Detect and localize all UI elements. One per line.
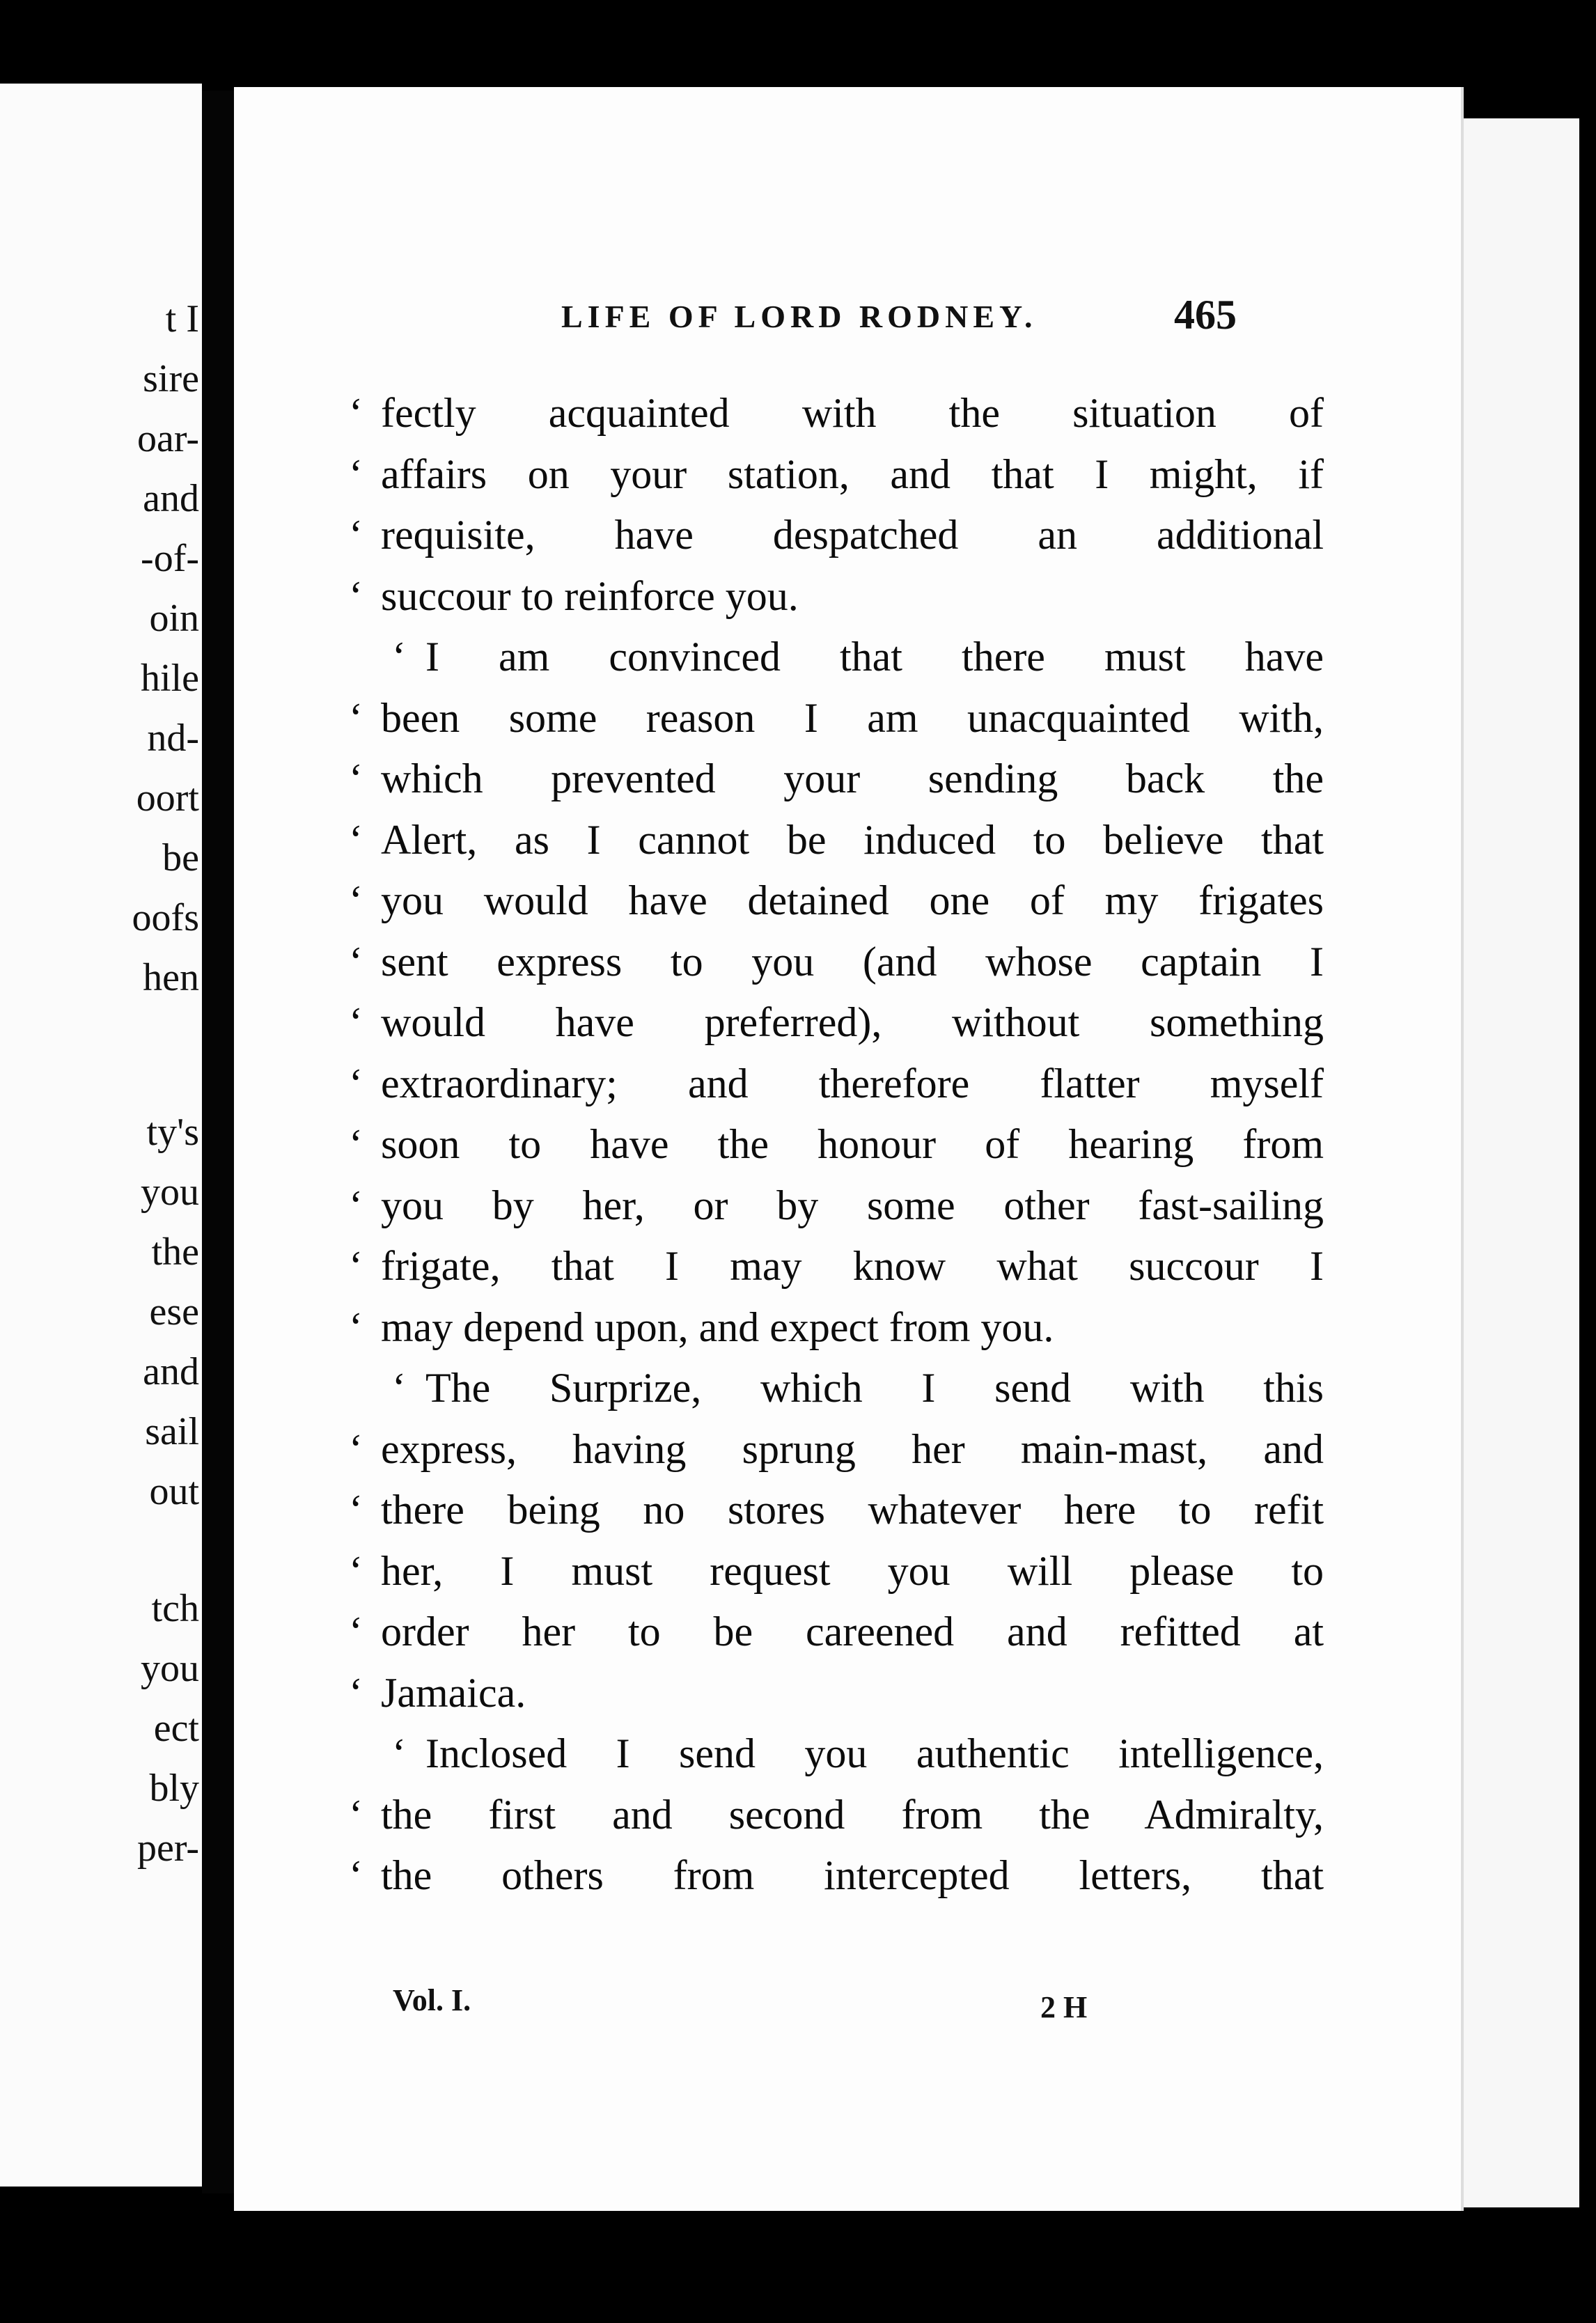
- text-line: [349, 1175, 1324, 1237]
- quote-mark: ‘: [349, 1791, 363, 1838]
- line-text: would have preferred), without something: [381, 999, 1324, 1045]
- quote-mark: ‘: [349, 938, 363, 985]
- facing-page-fragment: be: [162, 836, 199, 879]
- line-text: I am convinced that there must have: [425, 634, 1324, 680]
- text-line: [349, 932, 1324, 993]
- page-header: [234, 292, 1461, 354]
- line-text: fectly acquainted with the situation of: [381, 390, 1324, 436]
- page-number: 465: [1174, 292, 1237, 338]
- book-spine-shadow: [202, 91, 234, 2193]
- quote-mark: ‘: [349, 1852, 363, 1898]
- quote-mark: ‘: [392, 1730, 406, 1776]
- line-text: express, having sprung her main-mast, and: [381, 1425, 1324, 1472]
- line-text: succour to reinforce you.: [381, 572, 799, 619]
- line-text: you would have detained one of my frigates: [381, 877, 1324, 923]
- quote-mark: ‘: [349, 390, 363, 436]
- text-line: [349, 1236, 1324, 1297]
- facing-page-fragment: ty's: [146, 1111, 199, 1154]
- text-line: [349, 383, 1324, 444]
- facing-page-fragment: out: [149, 1470, 199, 1513]
- line-text: the first and second from the Admiralty,: [381, 1791, 1324, 1838]
- facing-page-fragment: per-: [136, 1827, 199, 1870]
- line-text: which prevented your sending back the: [381, 756, 1324, 801]
- text-line: [349, 1845, 1324, 1907]
- quote-mark: ‘: [349, 1121, 363, 1167]
- facing-page-fragment: the: [151, 1230, 199, 1274]
- quote-mark: ‘: [349, 451, 363, 497]
- quote-mark: ‘: [349, 1304, 363, 1350]
- volume-label: Vol. I.: [393, 1983, 471, 2017]
- facing-page-fragment: oort: [136, 776, 199, 820]
- facing-page-fragment: you: [141, 1647, 199, 1690]
- line-text: soon to have the honour of hearing from: [381, 1121, 1324, 1167]
- quote-mark: ‘: [349, 512, 363, 558]
- text-line: [349, 1054, 1324, 1115]
- quote-mark: ‘: [349, 1669, 363, 1716]
- line-text: Alert, as I cannot be induced to believe that: [381, 816, 1324, 863]
- line-text: The Surprize, which I send with this: [425, 1365, 1324, 1411]
- line-text: may depend upon, and expect from you.: [381, 1304, 1054, 1350]
- line-text: her, I must request you will please to: [381, 1547, 1324, 1594]
- facing-page-fragment: t I: [165, 297, 199, 341]
- line-text: you by her, or by some other fast-sailing: [381, 1182, 1324, 1228]
- text-line: [349, 1480, 1324, 1541]
- line-text: been some reason I am unacquainted with,: [381, 694, 1324, 741]
- quote-mark: ‘: [349, 999, 363, 1045]
- signature-mark: 2 H: [1040, 1990, 1088, 2024]
- text-line: [349, 749, 1324, 810]
- facing-page-fragment: sail: [145, 1410, 199, 1453]
- quote-mark: ‘: [349, 877, 363, 923]
- facing-page-fragment: and: [143, 477, 199, 520]
- line-text: requisite, have despatched an additional: [381, 512, 1324, 558]
- quote-mark: ‘: [349, 1547, 363, 1594]
- text-line: [349, 870, 1324, 932]
- quote-mark: ‘: [349, 1487, 363, 1533]
- quote-mark: ‘: [349, 1609, 363, 1655]
- text-line: [349, 688, 1324, 749]
- quote-mark: ‘: [349, 572, 363, 619]
- quote-mark: ‘: [349, 1182, 363, 1228]
- running-title: LIFE OF LORD RODNEY.: [561, 299, 1038, 334]
- text-line: [349, 810, 1324, 871]
- text-line: [349, 1663, 1324, 1724]
- quote-mark: ‘: [349, 694, 363, 741]
- text-line: [349, 1358, 1324, 1419]
- facing-page-fragment: ect: [153, 1707, 199, 1750]
- facing-page-fragment: tch: [151, 1587, 199, 1630]
- facing-page-fragment: hile: [141, 657, 199, 700]
- quote-mark: ‘: [349, 816, 363, 863]
- line-text: the others from intercepted letters, that: [381, 1852, 1324, 1898]
- quote-mark: ‘: [349, 1060, 363, 1106]
- line-text: sent express to you (and whose captain I: [381, 938, 1324, 985]
- text-line: [349, 1419, 1324, 1480]
- text-line: [349, 1541, 1324, 1602]
- page-footer: [234, 1982, 1461, 2031]
- text-line: [349, 444, 1324, 506]
- text-line: [349, 1114, 1324, 1175]
- facing-page-fragment: oofs: [132, 896, 199, 939]
- quote-mark: ‘: [349, 1425, 363, 1472]
- line-text: frigate, that I may know what succour I: [381, 1243, 1324, 1289]
- line-text: Inclosed I send you authentic intelligence,: [425, 1730, 1324, 1776]
- line-text: order her to be careened and refitted at: [381, 1609, 1324, 1655]
- text-line: [349, 1297, 1324, 1359]
- text-line: [349, 992, 1324, 1054]
- facing-page-fragment: ese: [149, 1290, 199, 1333]
- facing-page-fragment: nd-: [147, 717, 199, 760]
- facing-page-fragment: bly: [149, 1767, 199, 1810]
- text-line: [349, 1785, 1324, 1846]
- line-text: affairs on your station, and that I might, if: [381, 451, 1324, 497]
- facing-page-fragment: oin: [149, 597, 199, 640]
- text-line: [349, 627, 1324, 688]
- facing-page-fragment: oar-: [136, 417, 199, 460]
- text-line: [349, 1602, 1324, 1663]
- facing-page-left: [0, 84, 202, 2187]
- facing-page-fragment: sire: [143, 357, 199, 400]
- text-line: [349, 1723, 1324, 1785]
- quote-mark: ‘: [392, 634, 406, 680]
- page-edge-right: [1459, 118, 1579, 2207]
- quote-mark: ‘: [349, 756, 363, 801]
- line-text: Jamaica.: [381, 1669, 526, 1716]
- facing-page-fragment: -of-: [141, 537, 199, 580]
- line-text: there being no stores whatever here to refit: [381, 1487, 1324, 1533]
- quote-mark: ‘: [392, 1365, 406, 1411]
- text-line: [349, 566, 1324, 627]
- facing-page-fragment: you: [141, 1171, 199, 1214]
- facing-page-fragment: and: [143, 1350, 199, 1393]
- text-line: [349, 505, 1324, 566]
- line-text: extraordinary; and therefore flatter myself: [381, 1060, 1324, 1106]
- page-body: [349, 383, 1324, 1907]
- quote-mark: ‘: [349, 1243, 363, 1289]
- facing-page-fragment: hen: [143, 956, 199, 999]
- book-page: [234, 87, 1464, 2211]
